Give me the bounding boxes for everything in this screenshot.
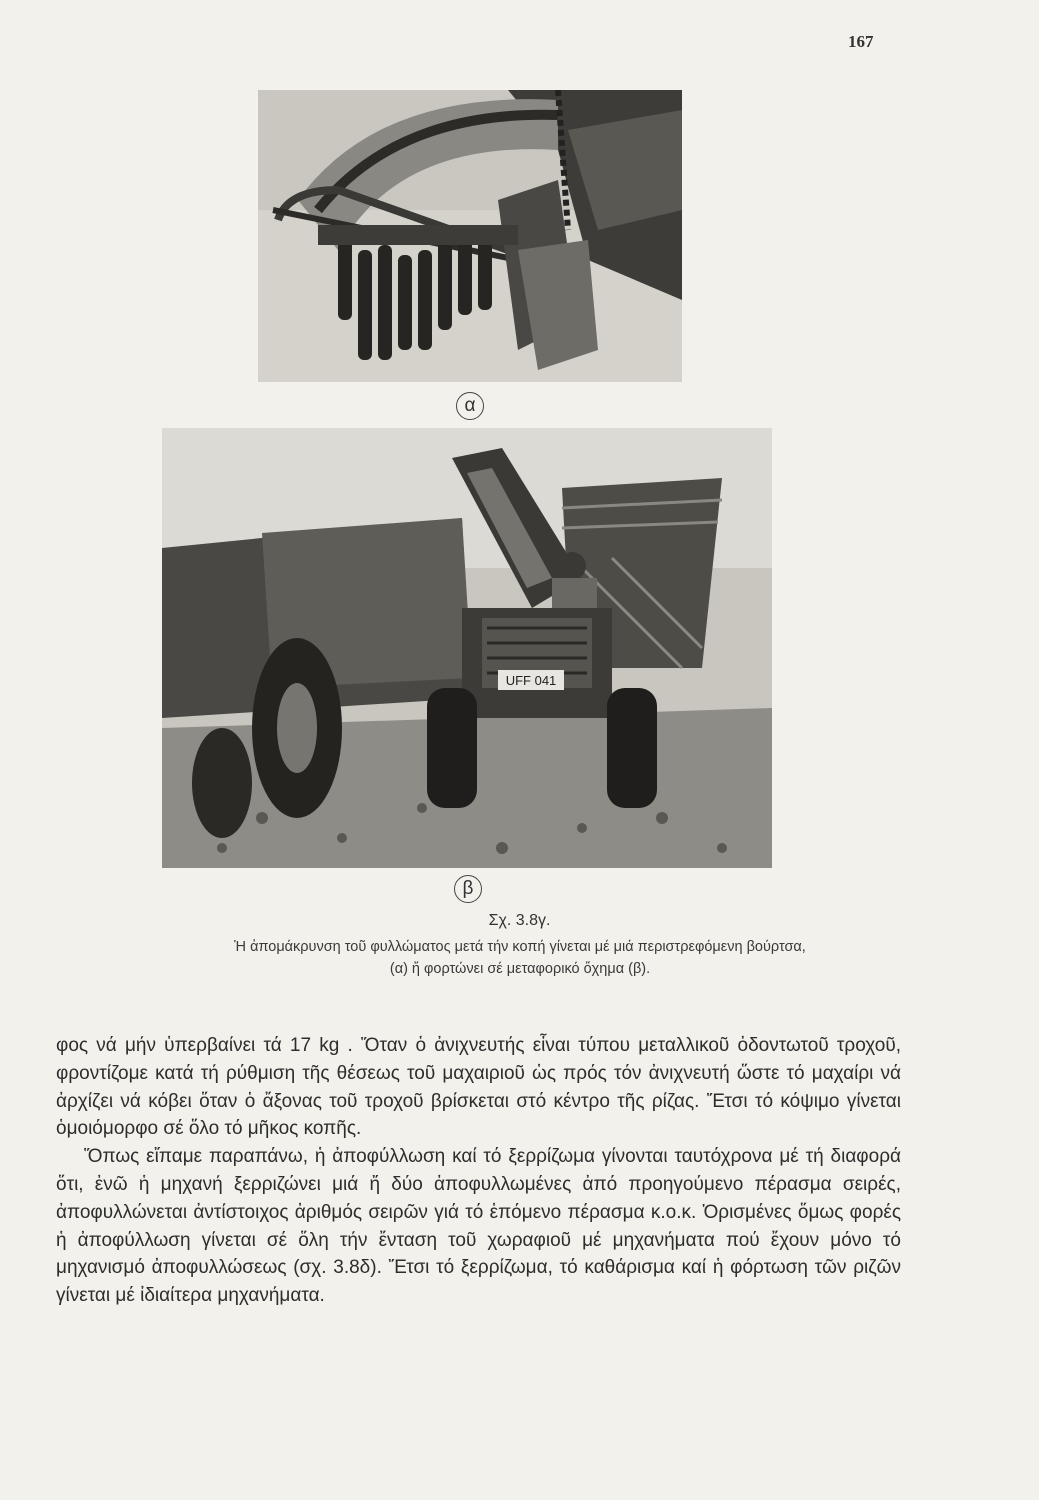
paragraph-2: Ὅπως εἴπαμε παραπάνω, ἡ ἀποφύλλωση καί τό ξερρίζωμα γίνονται ταυτόχρονα μέ τή διαφορά ὅτι, ἐνῶ ἡ μηχανή ξερριζώνει μιά ἤ δύο ἀποφυλλωμένες ἀπό προηγούμενο πέρασμα σειρές, ἀποφυλλώνεται ἀντίστοιχος ἀριθμός σειρῶν γιά τό ἑπόμενο πέρασμα κ.ο.κ. Ὁρισμένες ὅμως φορές ἡ ἀποφύλλωση γίνεται σέ ὅλη τήν ἔνταση τοῦ χωραφιοῦ μέ μηχανήματα πού ἔχουν μόνο τό μηχανισμό ἀποφυλλώσεως (σχ. 3.8δ). Ἔτσι τό ξερρίζωμα, τό καθάρισμα καί ἡ φόρτωση τῶν ριζῶν γίνεται μέ ἰδιαίτερα μηχανήματα.	[56, 1146, 901, 1307]
figure-number: Σχ. 3.8γ.	[488, 912, 551, 929]
paragraph-1: φος νά μήν ὑπερβαίνει τά 17 kg . Ὅταν ὁ ἀνιχνευτής εἶναι τύπου μεταλλικοῦ ὀδοντωτοῦ τροχοῦ, φροντίζομε κατά τή ρύθμιση τῆς θέσεως τοῦ μαχαιριοῦ ὡς πρός τόν ἀνιχνευτή ὥστε τό μαχαίρι νά ἀρχίζει νά κόβει ὅταν ὁ ἄξονας τοῦ τροχοῦ βρίσκεται στό κέντρο τῆς ρίζας. Ἔτσι τό κόψιμο γίνεται ὁμοιόμορφο σέ ὅλο τό μῆκος κοπῆς.	[56, 1035, 901, 1140]
figure-a-label: α	[456, 392, 484, 420]
brush-attachment-photo	[258, 90, 682, 382]
figure-b-label: β	[454, 875, 482, 903]
figure-a-photo	[258, 90, 682, 382]
figure-b-photo	[162, 428, 772, 868]
license-plate: UFF 041	[505, 673, 557, 688]
tractor-loading-photo	[162, 428, 772, 868]
body-text	[56, 1032, 901, 1310]
page-number: 167	[848, 32, 874, 51]
figure-caption: Ἡ ἀπομάκρυνση τοῦ φυλλώματος μετά τήν κοπή γίνεται μέ μιά περιστρεφόμενη βούρτσα, (α) ἤ φορτώνει σέ μεταφορικό ὄχημα (β).	[234, 939, 806, 977]
